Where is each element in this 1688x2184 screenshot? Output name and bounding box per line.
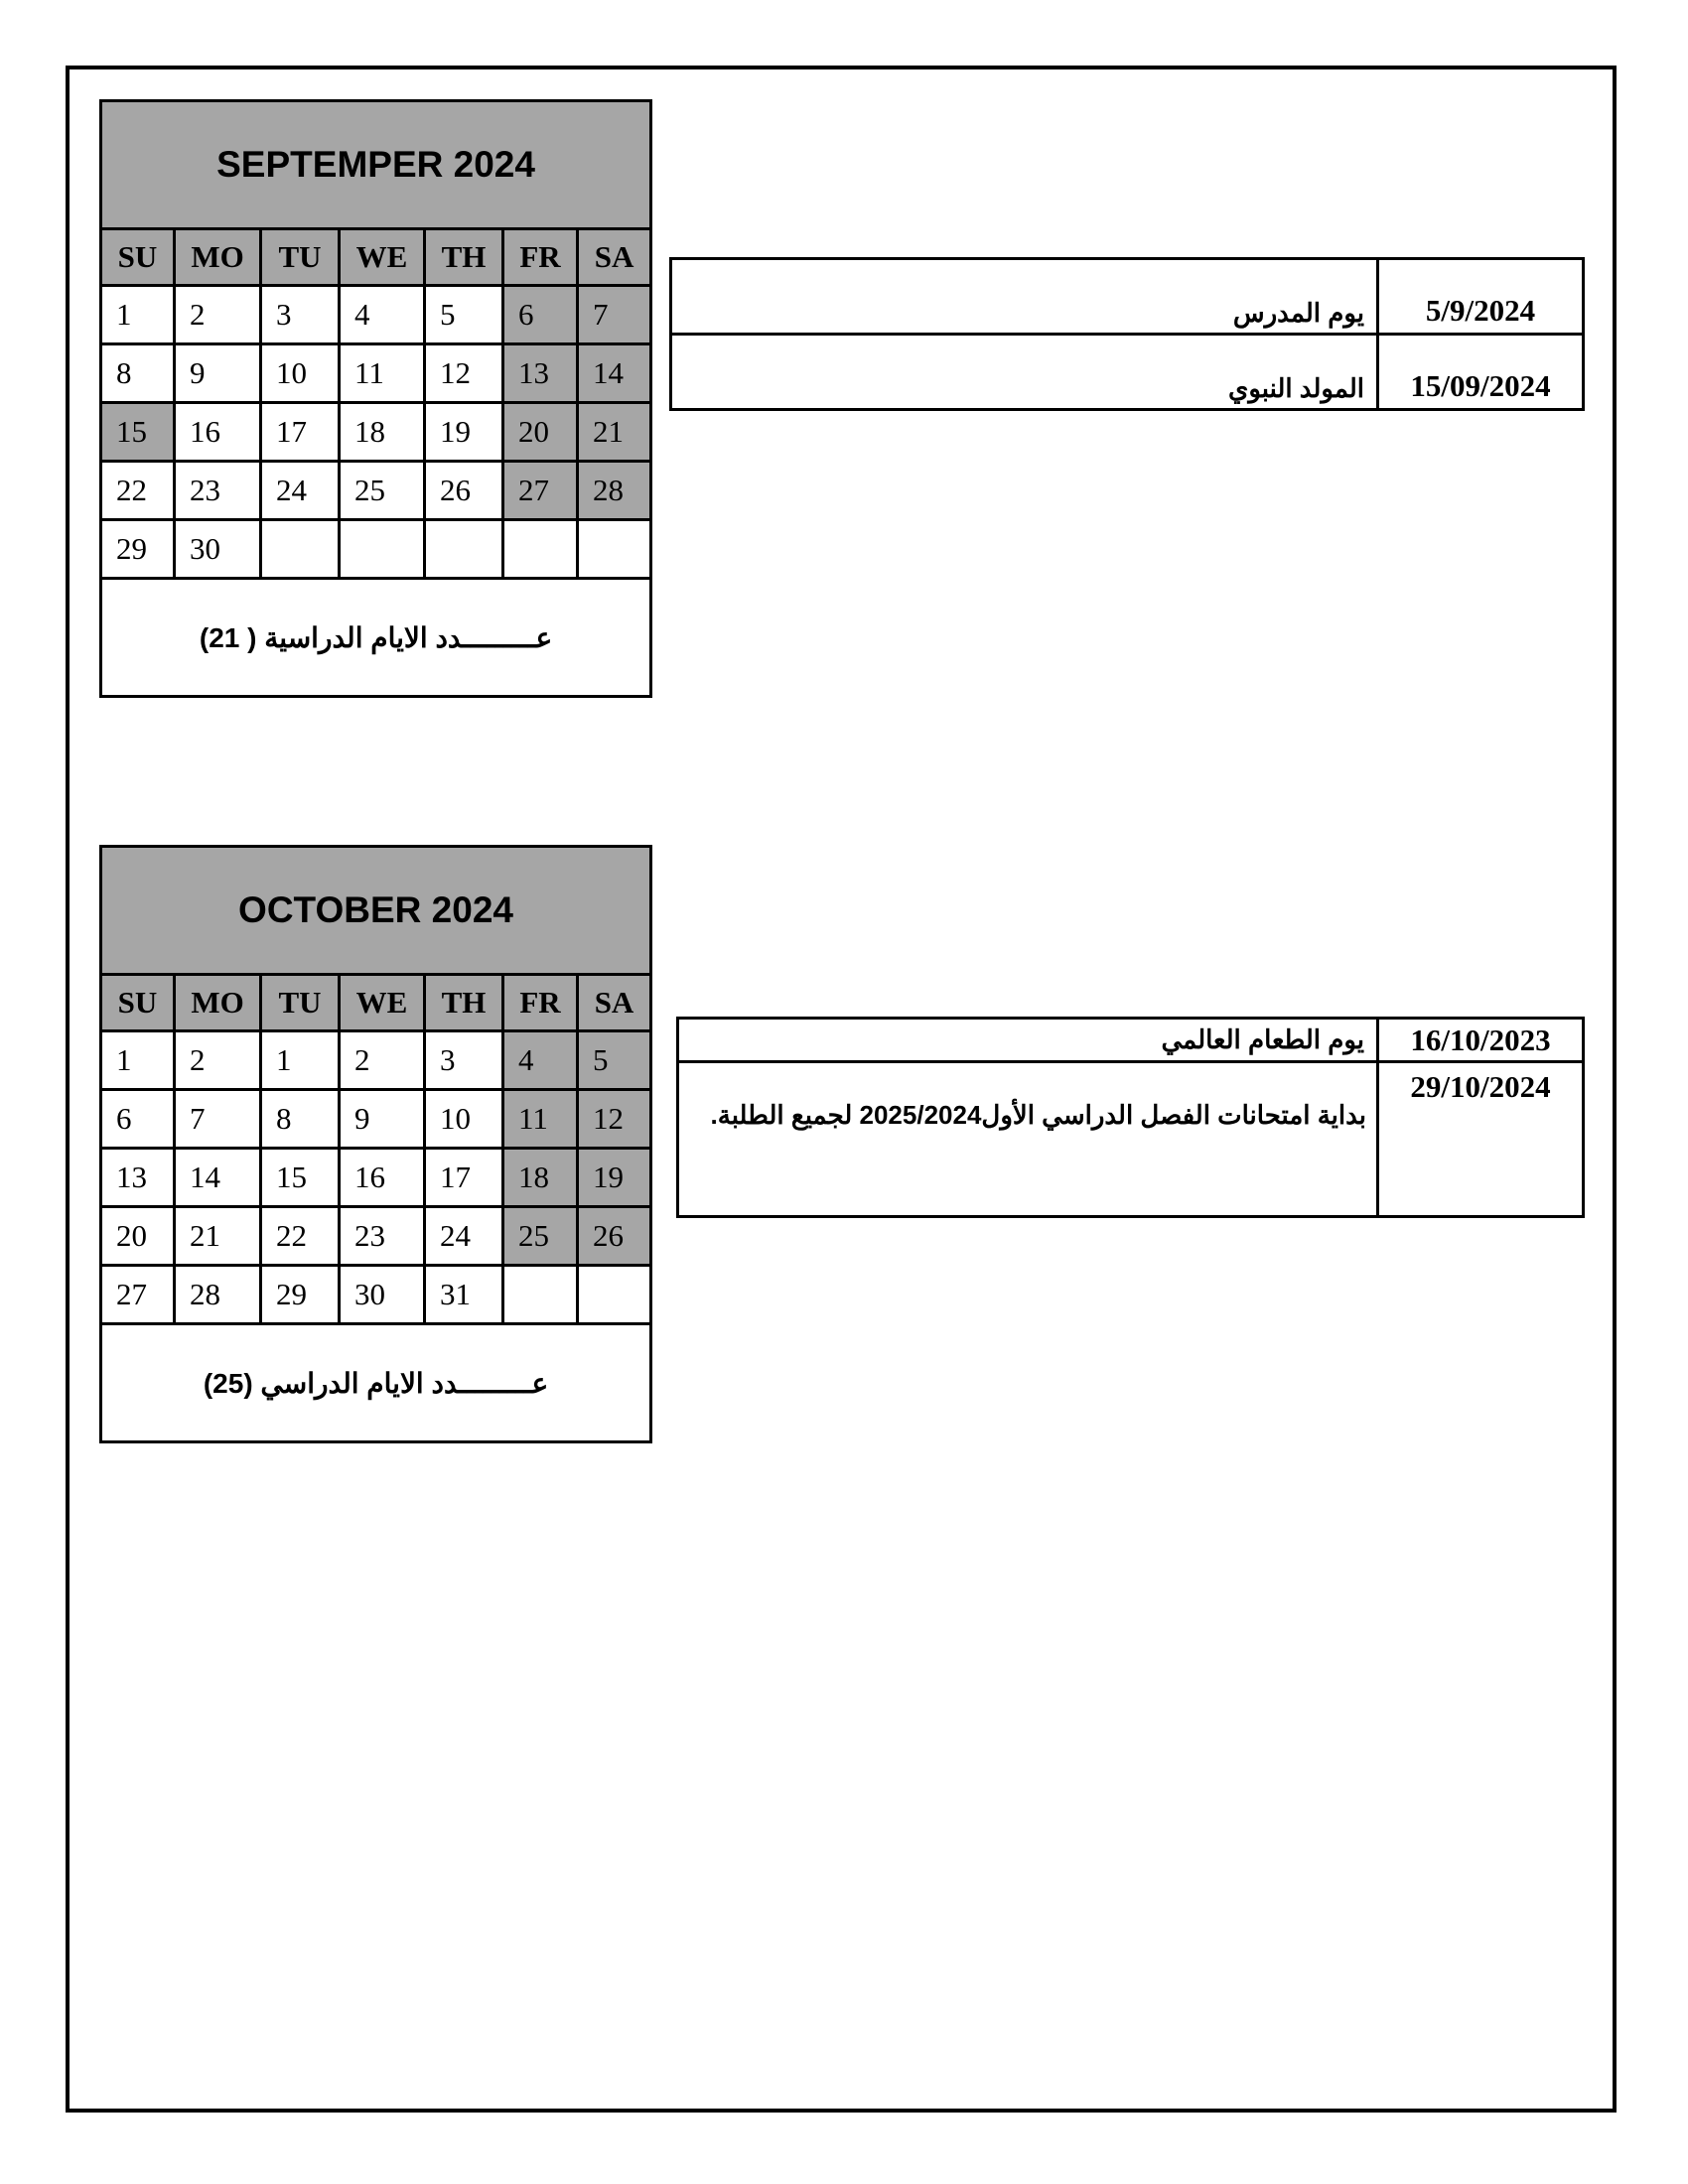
calendar-empty-cell xyxy=(503,1266,578,1324)
calendar-empty-cell xyxy=(340,520,425,579)
calendar-day-cell: 30 xyxy=(340,1266,425,1324)
calendar-day-cell: 11 xyxy=(340,344,425,403)
calendar-day-cell: 29 xyxy=(101,520,175,579)
calendar-day-cell: 28 xyxy=(175,1266,261,1324)
weekday-th: TH xyxy=(425,229,503,286)
calendar-title: SEPTEMPER 2024 xyxy=(101,101,651,229)
school-days-count: عـــــــــدد الايام الدراسية ( 21) xyxy=(101,579,651,697)
calendar-day-cell: 24 xyxy=(261,462,340,520)
events-october xyxy=(676,1017,1585,1218)
weekday-su: SU xyxy=(101,975,175,1031)
calendar-day-cell: 30 xyxy=(175,520,261,579)
weekday-su: SU xyxy=(101,229,175,286)
calendar-title: OCTOBER 2024 xyxy=(101,847,651,975)
calendar-day-cell: 5 xyxy=(578,1031,651,1090)
calendar-day-cell: 15 xyxy=(261,1149,340,1207)
calendar-day-cell: 27 xyxy=(503,462,578,520)
events-september xyxy=(669,257,1585,411)
calendar-day-cell: 26 xyxy=(578,1207,651,1266)
calendar-day-cell: 23 xyxy=(175,462,261,520)
calendar-day-cell: 22 xyxy=(261,1207,340,1266)
weekday-th: TH xyxy=(425,975,503,1031)
calendar-empty-cell xyxy=(425,520,503,579)
calendar-day-cell: 2 xyxy=(340,1031,425,1090)
event-description: يوم الطعام العالمي xyxy=(678,1019,1378,1062)
calendar-day-cell: 13 xyxy=(503,344,578,403)
calendar-day-cell: 4 xyxy=(340,286,425,344)
calendar-day-cell: 6 xyxy=(101,1090,175,1149)
calendar-day-cell: 29 xyxy=(261,1266,340,1324)
event-date: 16/10/2023 xyxy=(1378,1019,1584,1062)
weekday-tu: TU xyxy=(261,975,340,1031)
calendar-day-cell: 2 xyxy=(175,286,261,344)
calendar-week-row xyxy=(101,462,651,520)
weekday-fr: FR xyxy=(503,229,578,286)
calendar-day-cell: 7 xyxy=(175,1090,261,1149)
calendar-day-cell: 10 xyxy=(261,344,340,403)
event-date: 29/10/2024 xyxy=(1378,1062,1584,1217)
calendar-day-cell: 26 xyxy=(425,462,503,520)
calendar-week-row xyxy=(101,403,651,462)
calendar-day-cell: 28 xyxy=(578,462,651,520)
calendar-day-cell: 18 xyxy=(340,403,425,462)
weekday-fr: FR xyxy=(503,975,578,1031)
weekday-tu: TU xyxy=(261,229,340,286)
calendar-week-row xyxy=(101,1031,651,1090)
calendar-empty-cell xyxy=(503,520,578,579)
calendar-october xyxy=(99,845,652,1443)
weekday-mo: MO xyxy=(175,975,261,1031)
calendar-week-row xyxy=(101,520,651,579)
event-date: 15/09/2024 xyxy=(1378,335,1584,410)
calendar-day-cell: 16 xyxy=(340,1149,425,1207)
calendar-day-cell: 9 xyxy=(340,1090,425,1149)
calendar-day-cell: 23 xyxy=(340,1207,425,1266)
calendar-day-cell: 3 xyxy=(261,286,340,344)
calendar-day-cell: 22 xyxy=(101,462,175,520)
calendar-empty-cell xyxy=(578,1266,651,1324)
calendar-day-cell: 27 xyxy=(101,1266,175,1324)
calendar-day-cell: 8 xyxy=(101,344,175,403)
calendar-day-cell: 6 xyxy=(503,286,578,344)
calendar-week-row xyxy=(101,1207,651,1266)
calendar-day-cell: 17 xyxy=(425,1149,503,1207)
calendar-day-cell: 1 xyxy=(101,1031,175,1090)
calendar-day-cell: 3 xyxy=(425,1031,503,1090)
calendar-day-cell: 1 xyxy=(261,1031,340,1090)
calendar-week-row xyxy=(101,1266,651,1324)
calendar-day-cell: 15 xyxy=(101,403,175,462)
event-description: بداية امتحانات الفصل الدراسي الأول2025/2024 لجميع الطلبة. xyxy=(678,1062,1378,1217)
calendar-day-cell: 13 xyxy=(101,1149,175,1207)
calendar-day-cell: 21 xyxy=(175,1207,261,1266)
weekday-we: WE xyxy=(340,229,425,286)
calendar-day-cell: 12 xyxy=(425,344,503,403)
calendar-day-cell: 25 xyxy=(340,462,425,520)
calendar-day-cell: 20 xyxy=(101,1207,175,1266)
calendar-day-cell: 14 xyxy=(578,344,651,403)
calendar-weeks xyxy=(101,286,651,579)
calendar-day-cell: 24 xyxy=(425,1207,503,1266)
calendar-day-cell: 21 xyxy=(578,403,651,462)
event-description: يوم المدرس xyxy=(671,259,1378,335)
calendar-day-cell: 16 xyxy=(175,403,261,462)
event-date: 5/9/2024 xyxy=(1378,259,1584,335)
calendar-day-cell: 31 xyxy=(425,1266,503,1324)
calendar-day-cell: 2 xyxy=(175,1031,261,1090)
calendar-day-cell: 1 xyxy=(101,286,175,344)
calendar-day-cell: 18 xyxy=(503,1149,578,1207)
weekday-we: WE xyxy=(340,975,425,1031)
school-days-count: عـــــــــدد الايام الدراسي (25) xyxy=(101,1324,651,1442)
weekday-mo: MO xyxy=(175,229,261,286)
calendar-day-cell: 14 xyxy=(175,1149,261,1207)
calendar-day-cell: 12 xyxy=(578,1090,651,1149)
calendar-empty-cell xyxy=(261,520,340,579)
calendar-day-cell: 8 xyxy=(261,1090,340,1149)
weekday-sa: SA xyxy=(578,975,651,1031)
calendar-day-cell: 7 xyxy=(578,286,651,344)
calendar-day-cell: 9 xyxy=(175,344,261,403)
calendar-september xyxy=(99,99,652,698)
calendar-day-cell: 17 xyxy=(261,403,340,462)
calendar-week-row xyxy=(101,286,651,344)
event-description: المولد النبوي xyxy=(671,335,1378,410)
calendar-day-cell: 4 xyxy=(503,1031,578,1090)
calendar-week-row xyxy=(101,344,651,403)
calendar-weeks xyxy=(101,1031,651,1324)
calendar-empty-cell xyxy=(578,520,651,579)
calendar-day-cell: 5 xyxy=(425,286,503,344)
calendar-day-cell: 25 xyxy=(503,1207,578,1266)
calendar-week-row xyxy=(101,1149,651,1207)
calendar-day-cell: 10 xyxy=(425,1090,503,1149)
calendar-day-cell: 19 xyxy=(578,1149,651,1207)
calendar-week-row xyxy=(101,1090,651,1149)
weekday-sa: SA xyxy=(578,229,651,286)
calendar-day-cell: 19 xyxy=(425,403,503,462)
calendar-day-cell: 11 xyxy=(503,1090,578,1149)
calendar-day-cell: 20 xyxy=(503,403,578,462)
